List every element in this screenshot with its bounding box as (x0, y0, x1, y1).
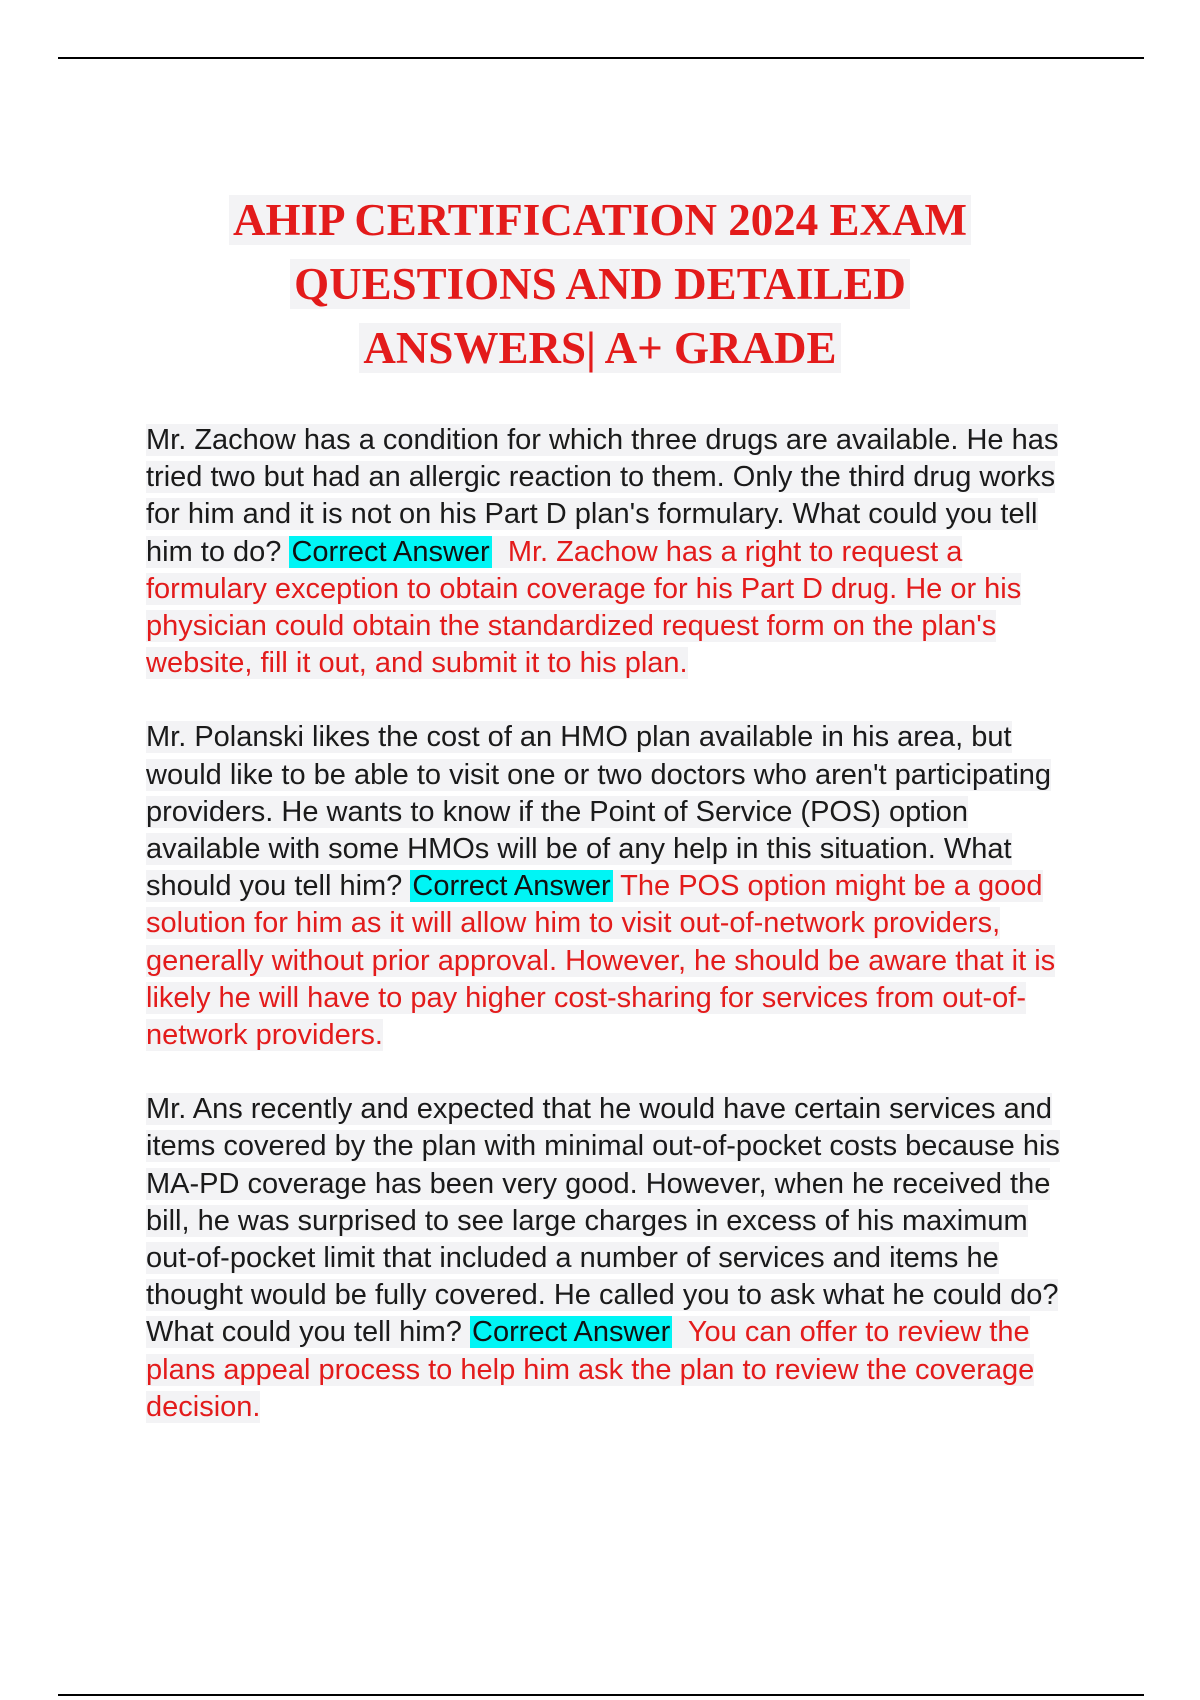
question-text: Mr. Ans recently and expected that he would have certain services and items covered by the plan with minimal out-of-pocket costs because his MA-PD coverage has been very good. However, when he received the bill, he was surprised to see large charges in excess of his maximum out-of-pocket limit that included a number of services and items he thought would be fully covered. He called you to ask what he could do? What could you tell him? (146, 1093, 1060, 1349)
qa-item (146, 422, 1066, 682)
answer-text: You can offer to review the plans appeal process to help him ask the plan to review the coverage decision. (146, 1316, 1035, 1423)
top-rule (58, 57, 1144, 59)
qa-item (146, 1091, 1066, 1426)
qa-item (146, 719, 1066, 1054)
answer-text: The POS option might be a good solution for him as it will allow him to visit out-of-network providers, generally without prior approval. However, he should be aware that it is likely he will have to pay higher cost-sharing for services from out-of-network providers. (146, 870, 1056, 1052)
title-line: AHIP CERTIFICATION 2024 EXAM (229, 195, 971, 245)
document-title (100, 188, 1100, 380)
bottom-rule (58, 1694, 1144, 1696)
title-line: ANSWERS| A+ GRADE (359, 323, 840, 373)
qa-list (146, 422, 1066, 1463)
title-line: QUESTIONS AND DETAILED (290, 259, 910, 309)
correct-answer-label: Correct Answer (472, 1316, 671, 1349)
correct-answer-label: Correct Answer (291, 535, 490, 568)
correct-answer-label: Correct Answer (412, 870, 611, 903)
answer-text: Mr. Zachow has a right to request a formulary exception to obtain coverage for his Part D drug. He or his physician could obtain the standardized request form on the plan's website, fill it out, and submit it to his plan. (146, 535, 1022, 680)
question-text: Mr. Zachow has a condition for which three drugs are available. He has tried two but had an allergic reaction to them. Only the third drug works for him and it is not on his Part D plan's formulary. What could you tell him to do? (146, 424, 1059, 568)
question-text: Mr. Polanski likes the cost of an HMO plan available in his area, but would like to be able to visit one or two doctors who aren't participating providers. He wants to know if the Point of Service (POS) option available with some HMOs will be of any help in this situation. What should you tell him? (146, 721, 1052, 903)
